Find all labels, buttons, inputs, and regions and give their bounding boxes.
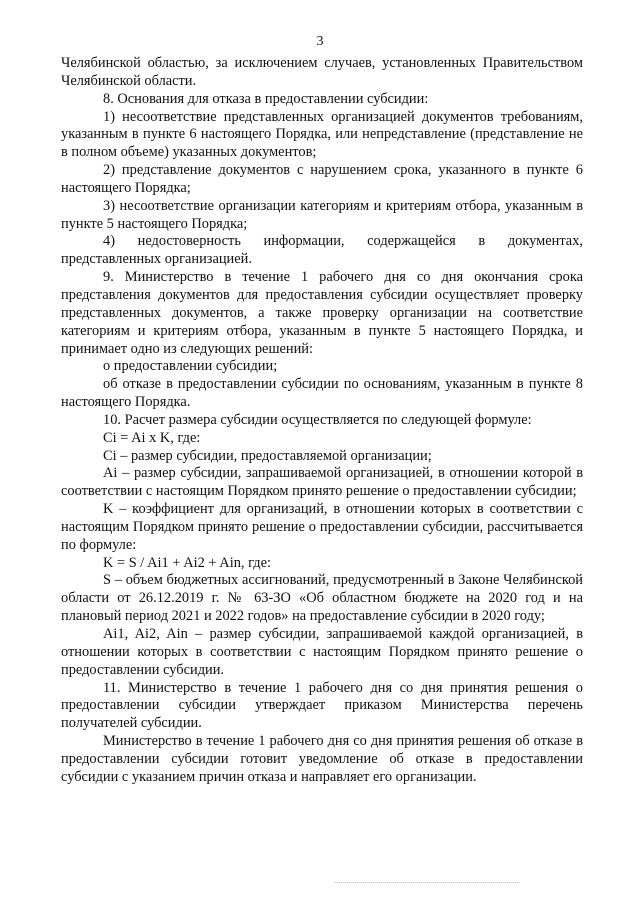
paragraph: 1) несоответствие представленных организацией документов требованиям, указанным в пункте 6 настоящего Порядка, или непредставление (представление не в полном объеме) указанных документов;	[61, 108, 583, 161]
formula-line: K = S / Ai1 + Ai2 + Ain, где:	[103, 554, 271, 571]
page-number: 3	[316, 34, 324, 49]
paragraph: 9. Министерство в течение 1 рабочего дня со дня окончания срока представления документов для предоставления субсидии осуществляет проверку представленных документов, а также проверку организации на соответствие категориям и критериям отбора, указанным в пункте 5 настоящего Порядка, и принимает одно из следующих решений:	[61, 269, 583, 357]
paragraph: 11. Министерство в течение 1 рабочего дня со дня принятия решения о предоставлении субсидии утверждает приказом Министерства перечень получателей субсидии.	[61, 679, 583, 732]
paragraph: K – коэффициент для организаций, в отношении которых в соответствии с настоящим Порядком принято решение о предоставлении субсидии, рассчитывается по формуле:	[61, 501, 583, 553]
paragraph: Ai1, Ai2, Ain – размер субсидии, запрашиваемой каждой организацией, в отношении которых в соответствии с настоящим Порядком принято решение о предоставлении субсидии.	[61, 626, 583, 678]
paragraph: 3) несоответствие организации категориям и критериям отбора, указанным в пункте 5 настоящего Порядка;	[61, 197, 583, 232]
footer-divider	[335, 882, 520, 883]
paragraph: 10. Расчет размера субсидии осуществляется по следующей формуле:	[103, 411, 532, 428]
paragraph: 8. Основания для отказа в предоставлении субсидии:	[103, 90, 429, 107]
paragraph: 2) представление документов с нарушением срока, указанного в пункте 6 настоящего Порядка;	[61, 162, 583, 196]
paragraph: об отказе в предоставлении субсидии по основаниям, указанным в пункте 8 настоящего Порядка.	[61, 376, 583, 411]
paragraph: Челябинской областью, за исключением случаев, установленных Правительством Челябинской области.	[61, 55, 583, 89]
paragraph: Министерство в течение 1 рабочего дня со дня принятия решения об отказе в предоставлении субсидии готовит уведомление об отказе в предоставлении субсидии с указанием причин отказа и направляет его организации.	[61, 733, 583, 785]
document-body	[61, 55, 583, 787]
paragraph: S – объем бюджетных ассигнований, предусмотренный в Законе Челябинской области от 26.12.2019 г. № 63-ЗО «Об областном бюджете на 2020 год и на плановый период 2021 и 2022 годов» на предоставление субсидии в 2020 году;	[61, 572, 583, 625]
paragraph: Ci – размер субсидии, предоставляемой организации;	[103, 447, 432, 464]
formula-line: Ci = Ai х K, где:	[103, 429, 201, 446]
paragraph: Ai – размер субсидии, запрашиваемой организацией, в отношении которой в соответствии с настоящим Порядком принято решение о предоставлении субсидии;	[61, 465, 583, 500]
paragraph: 4) недостоверность информации, содержащейся в документах, представленных организацией.	[61, 233, 583, 268]
paragraph: о предоставлении субсидии;	[103, 358, 278, 375]
